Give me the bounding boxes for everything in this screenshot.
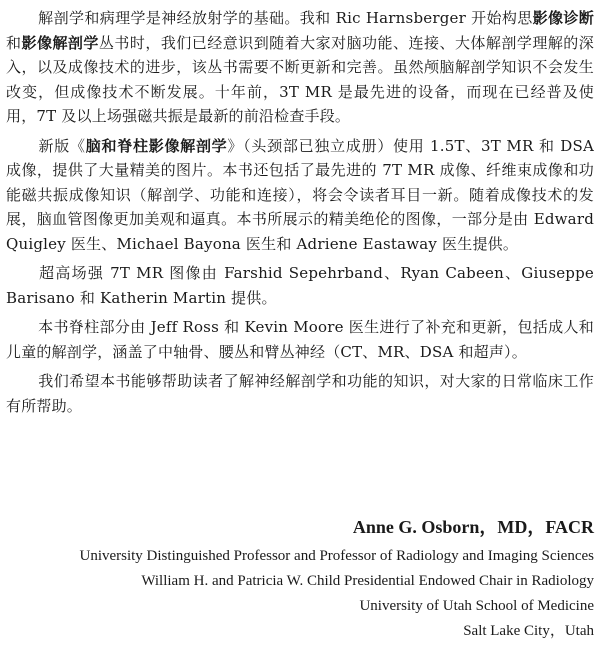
p2-text-1: 新版《	[38, 136, 86, 155]
p1-series-title-imaging-anatomy: 影像解剖学	[21, 33, 99, 52]
author-title-line-1: University Distinguished Professor and Professor of Radiology and Imaging Sciences	[79, 548, 594, 564]
preface-body	[6, 6, 594, 423]
paragraph-5	[6, 369, 594, 418]
paragraph-1	[6, 6, 594, 129]
p1-series-title-diagnostic-imaging: 影像诊断	[532, 9, 594, 27]
author-location: Salt Lake City，Utah	[463, 623, 594, 639]
paragraph-3	[6, 261, 594, 310]
p1-text-2: 和	[6, 33, 22, 52]
author-name: Anne G. Osborn，MD，FACR	[352, 517, 594, 537]
p1-text-3: 丛书时，我们已经意识到随着大家对脑功能、连接、大体解剖学理解的深入，以及成像技术的进步，该丛书需要不断更新和完善。虽然颅脑解剖学知识不会发生改变，但成像技术不断发展。十年前，3T MR 是最先进的设备，而现在已经普及使用，7T 及以上场强磁共振是最新的前沿检查手段。	[6, 33, 594, 125]
p4-text-1: 本书脊柱部分由 Jeff Ross 和 Kevin Moore 医生进行了补充和更新，包括成人和儿童的解剖学，涵盖了中轴骨、腰丛和臂丛神经（CT、MR、DSA 和超声）。	[6, 318, 594, 361]
paragraph-2	[6, 134, 594, 257]
paragraph-4	[6, 315, 594, 364]
signature-block	[79, 512, 594, 644]
p2-book-title: 脑和脊柱影像解剖学	[85, 136, 228, 155]
author-title-line-2: William H. and Patricia W. Child Presidential Endowed Chair in Radiology	[141, 573, 594, 589]
p1-text-1: 解剖学和病理学是神经放射学的基础。我和 Ric Harnsberger 开始构思	[38, 9, 533, 27]
p2-text-2: 》（头颈部已独立成册）使用 1.5T、3T MR 和 DSA 成像，提供了大量精美的图片。本书还包括了最先进的 7T MR 成像、纤维束成像和功能磁共振成像知识（解剖学、功能和连接），将会令读者耳目一新。随着成像技术的发展，脑血管图像更加美观和逼真。本书所展示的精美绝伦的图像，一部分是由 Edward Quigley 医生、Michael Bayona 医生和 Adriene Eastaway 医生提供。	[6, 136, 594, 253]
author-affiliation: University of Utah School of Medicine	[359, 598, 594, 614]
p3-text-1: 超高场强 7T MR 图像由 Farshid Sepehrband、Ryan Cabeen、Giuseppe Barisano 和 Katherin Martin 提供。	[6, 264, 594, 307]
p5-text-1: 我们希望本书能够帮助读者了解神经解剖学和功能的知识，对大家的日常临床工作有所帮助。	[6, 372, 594, 415]
